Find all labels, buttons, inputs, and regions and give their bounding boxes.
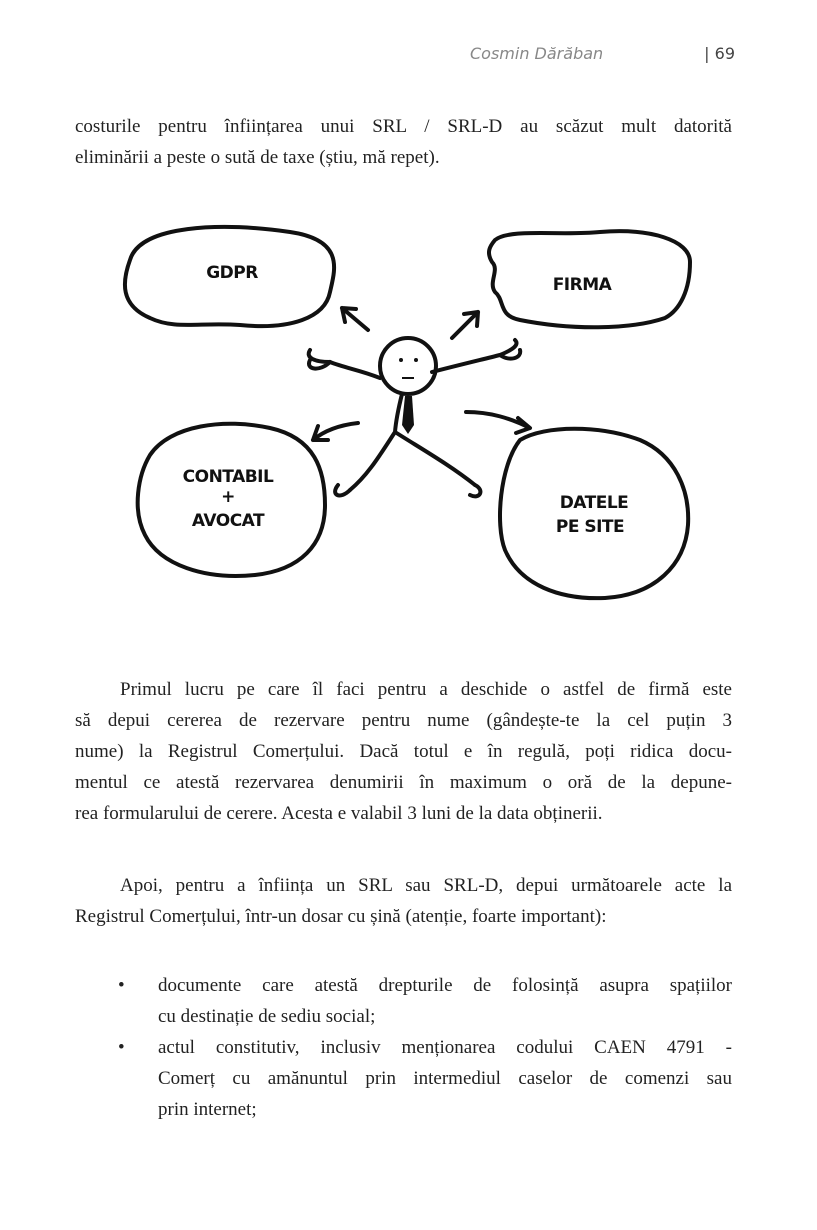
text-line: Comerț cu amănuntul prin intermediul caselor de comenzi sau [158, 1068, 732, 1089]
label-plus: + [221, 487, 235, 507]
figure-foot-left [335, 485, 350, 495]
paragraph-2 [75, 674, 732, 829]
text-line: mentul ce atestă rezervarea denumirii în maximum o oră de la depune- [75, 772, 732, 793]
arrow-to-gdpr [342, 308, 368, 330]
text-line: nume) la Registrul Comerțului. Dacă totul e în regulă, poți ridica docu- [75, 741, 732, 762]
arrow-to-contabil [313, 423, 358, 440]
arrow-to-datele [466, 412, 530, 433]
text-line: eliminării a peste o sută de taxe (știu, mă repet). [75, 147, 440, 168]
text-line: actul constitutiv, inclusiv menționarea codului CAEN 4791 - [158, 1037, 732, 1058]
running-header [470, 44, 735, 63]
text-line: să depui cererea de rezervare pentru nume (gândește-te la cel puțin 3 [75, 710, 732, 731]
list-item [118, 970, 732, 1032]
text-line: prin internet; [158, 1099, 257, 1120]
figure-hand-left [309, 350, 330, 369]
label-pe-site: PE SITE [555, 517, 625, 537]
paragraph-3 [75, 870, 732, 932]
text-line: documente care atestă drepturile de folosință asupra spațiilor [158, 975, 732, 996]
arrow-to-firma [452, 312, 478, 338]
illustration-stick-figure-mindmap [0, 215, 817, 615]
label-firma: FIRMA [552, 275, 612, 295]
header-author: Cosmin Dărăban [470, 44, 604, 63]
text-line: Primul lucru pe care îl faci pentru a deschide o astfel de firmă este [120, 679, 732, 700]
page-number: | 69 [704, 44, 735, 63]
label-contabil: CONTABIL [182, 467, 274, 487]
bullet-marker: • [118, 975, 125, 996]
figure-hand-right [500, 340, 520, 359]
text-line: Registrul Comerțului, într-un dosar cu șină (atenție, foarte important): [75, 906, 607, 927]
text-line: rea formularului de cerere. Acesta e valabil 3 luni de la data obținerii. [75, 803, 603, 824]
label-gdpr: GDPR [206, 263, 258, 283]
blob-datele [500, 429, 688, 598]
figure-tie [402, 396, 414, 434]
text-line: Apoi, pentru a înființa un SRL sau SRL-D, depui următoarele acte la [120, 875, 732, 896]
text-line: costurile pentru înființarea unui SRL / SRL-D au scăzut mult datorită [75, 116, 732, 137]
bullet-marker: • [118, 1037, 125, 1058]
figure-head [380, 338, 436, 394]
label-datele: DATELE [559, 493, 629, 513]
paragraph-1 [75, 111, 732, 173]
list-item [118, 1032, 732, 1125]
figure-foot-right [470, 485, 480, 496]
text-line: cu destinație de sediu social; [158, 1006, 376, 1027]
label-avocat: AVOCAT [191, 511, 265, 531]
bullet-list [118, 970, 732, 1125]
